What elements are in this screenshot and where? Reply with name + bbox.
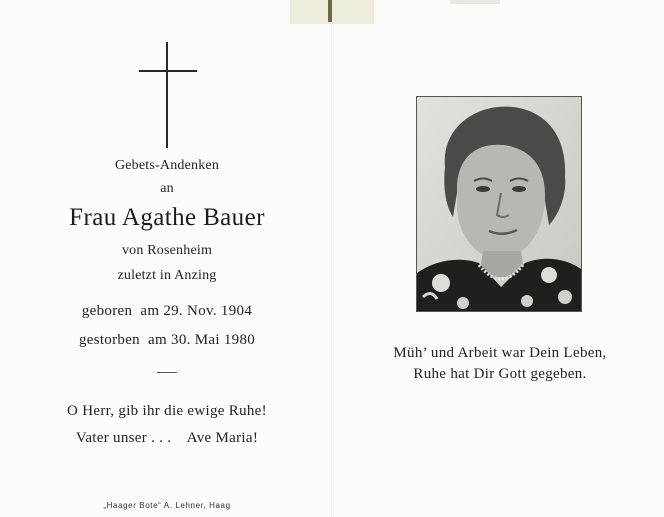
- prayer-line-1: O Herr, gib ihr die ewige Ruhe!: [67, 403, 267, 419]
- deceased-name: Frau Agathe Bauer: [69, 204, 265, 231]
- heading: Gebets-Andenken: [114, 158, 220, 173]
- tape-strip-right: [450, 0, 500, 4]
- death-date: gestorben am 30. Mai 1980: [78, 332, 256, 348]
- portrait-photo: [416, 96, 582, 312]
- tape-strip: [290, 0, 374, 24]
- origin: von Rosenheim: [121, 243, 213, 258]
- last-residence: zuletzt in Anzing: [117, 268, 217, 283]
- verse-line-2: Ruhe hat Dir Gott gegeben.: [413, 366, 587, 382]
- fold-line: [331, 0, 332, 517]
- verse-line-1: Müh’ und Arbeit war Dein Leben,: [393, 345, 607, 361]
- divider: [157, 372, 177, 373]
- printer-credit: „Haager Bote“ A. Lehner, Haag: [103, 501, 231, 510]
- prayer-line-2: Vater unser . . . Ave Maria!: [75, 430, 259, 446]
- tape-mark: [328, 0, 332, 22]
- birth-date: geboren am 29. Nov. 1904: [81, 303, 253, 319]
- preposition-an: an: [160, 181, 174, 196]
